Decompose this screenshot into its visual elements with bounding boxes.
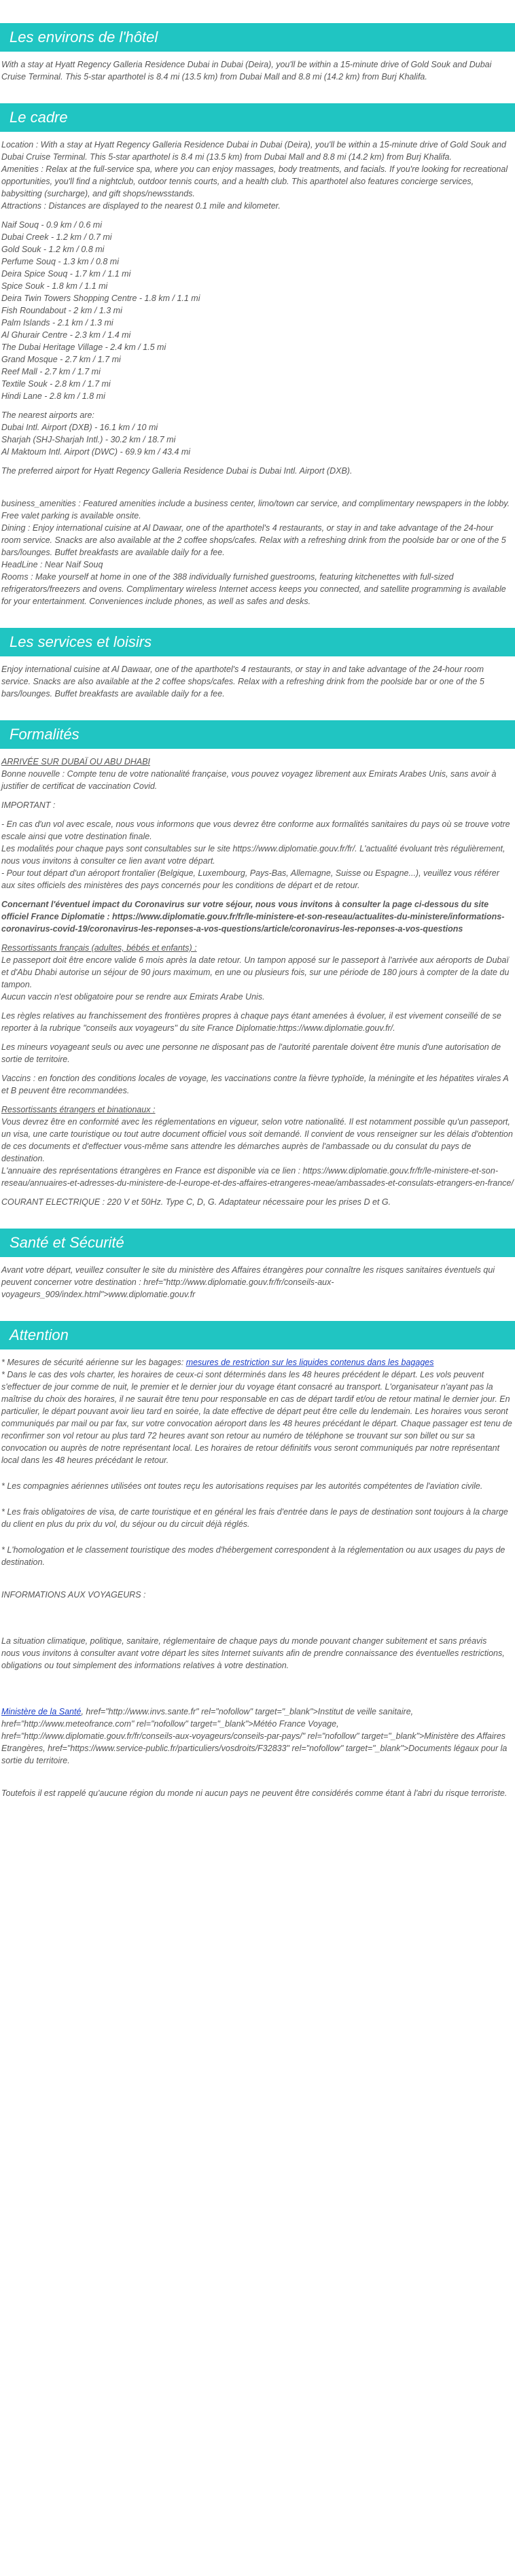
invitons-text: nous vous invitons à consulter avant votre départ les sites Internet suivants afin de prendre connaissance des éventuelles restrictions, obligations ou tout simplement des informations relatives à votre destination. bbox=[1, 1648, 505, 1670]
rooms: Rooms : Make yourself at home in one of the 388 individually furnished guestrooms, featuring kitchenettes with full-sized refrigerators/freezers and ovens. Complimentary wireless Internet access keeps you connected, and satellite programming is available for your entertainment. Conveniences include phones, as well as safes and desks. bbox=[1, 572, 506, 606]
ministere-sante-link[interactable]: Ministère de la Santé bbox=[1, 1707, 82, 1716]
list-item: Palm Islands - 2.1 km / 1.3 mi bbox=[1, 318, 113, 328]
depart-frontalier-text: - Pour tout départ d'un aéroport frontalier (Belgique, Luxembourg, Pays-Bas, Allemagne, Suisse ou Espagne...), veuillez vous référer aux sites officiels des ministères des pays concernés pour les conditions de départ et de retour. bbox=[1, 868, 499, 890]
section-services bbox=[0, 628, 515, 700]
escale-text: - En cas d'un vol avec escale, nous vous informons que vous devrez être conforme aux formalités sanitaires du pays où se trouve votre escale ainsi que votre destination finale. bbox=[1, 819, 510, 841]
section-title-cadre: Le cadre bbox=[0, 103, 515, 132]
regles-text: Les règles relatives au franchissement des frontières propres à chaque pays étant amenées à évoluer, il est vivement conseillé de se reporter à la rubrique "conseils aux voyageurs" du site France Diplomatie:https://www.diplomatie.gouv.fr/. bbox=[1, 1011, 501, 1033]
cadre-location: Location : With a stay at Hyatt Regency Galleria Residence Dubai in Dubai (Deira), you'll be within a 15-minute drive of Gold Souk and Dubai Cruise Terminal. This 5-star aparthotel is 8.4 mi (13.5 km) from Dubai Mall and 8.8 mi (14.2 km) from Burj Khalifa. bbox=[1, 140, 506, 162]
list-item: Textile Souk - 2.8 km / 1.7 mi bbox=[1, 379, 111, 389]
section-title-environs: Les environs de l'hôtel bbox=[0, 23, 515, 52]
section-attention bbox=[0, 1321, 515, 1799]
covid-notice: Concernant l'éventuel impact du Coronavirus sur votre séjour, nous vous invitons à consulter la page ci-dessous du site officiel France Diplomatie : https://www.diplomatie.gouv.fr/fr/le-ministere-et-son-reseau/actualites-du-ministere/informations-coronavirus-covid-19/coronavirus-les-reponses-a-vos-questions/article/coronavirus-les-reponses-a-vos-questions bbox=[1, 900, 505, 934]
arrival-heading: ARRIVÉE SUR DUBAÏ OU ABU DHABI bbox=[1, 757, 151, 766]
list-item: Al Ghurair Centre - 2.3 km / 1.4 mi bbox=[1, 330, 131, 340]
section-formalites bbox=[0, 720, 515, 1208]
toutefois-text: Toutefois il est rappelé qu'aucune région du monde ni aucun pays ne peuvent être considérés comme étant à l'abri du risque terroriste. bbox=[1, 1788, 508, 1798]
section-title-sante: Santé et Sécurité bbox=[0, 1229, 515, 1257]
list-item: Al Maktoum Intl. Airport (DWC) - 69.9 km / 43.4 mi bbox=[1, 447, 191, 457]
business-amenities: business_amenities : Featured amenities include a business center, limo/town car service, and complimentary newspapers in the lobby. Free valet parking is available onsite. bbox=[1, 499, 510, 521]
courant-text: COURANT ELECTRIQUE : 220 V et 50Hz. Type C, D, G. Adaptateur nécessaire pour les prises D et G. bbox=[1, 1197, 391, 1207]
cadre-attractions: Attractions : Distances are displayed to the nearest 0.1 mile and kilometer. bbox=[1, 201, 281, 211]
list-item: Dubai Intl. Airport (DXB) - 16.1 km / 10 mi bbox=[1, 423, 158, 432]
important-label: IMPORTANT : bbox=[1, 800, 56, 810]
useful-links bbox=[1, 1706, 514, 1767]
list-item: Hindi Lane - 2.8 km / 1.8 mi bbox=[1, 391, 105, 401]
securite-line bbox=[1, 1356, 514, 1369]
section-title-services: Les services et loisirs bbox=[0, 628, 515, 656]
list-item: Gold Souk - 1.2 km / 0.8 mi bbox=[1, 245, 105, 254]
homologation-text: * L'homologation et le classement touristique des modes d'hébergement correspondent à la réglementation ou aux usages du pays de destination. bbox=[1, 1545, 505, 1567]
vaccins-text: Vaccins : en fonction des conditions locales de voyage, les vaccinations contre la fièvre typhoïde, la méningite et les hépatites virales A et B peuvent être recommandées. bbox=[1, 1074, 509, 1095]
list-item: Fish Roundabout - 2 km / 1.3 mi bbox=[1, 306, 122, 315]
compagnies-text: * Les compagnies aériennes utilisées ont toutes reçu les autorisations requises par les autorités compétentes de l'aviation civile. bbox=[1, 1481, 483, 1491]
list-item: Dubai Creek - 1.2 km / 0.7 mi bbox=[1, 232, 112, 242]
ressortissants-et-heading: Ressortissants étrangers et binationaux : bbox=[1, 1105, 156, 1114]
section-title-formalites: Formalités bbox=[0, 720, 515, 749]
sante-text: Avant votre départ, veuillez consulter le site du ministère des Affaires étrangères pour connaître les risques sanitaires éventuels qui peuvent concerner votre destination : href="http://www.diplomatie.gouv.fr/fr/conseils-aux-voyageurs_909/index.html">www.diplomatie.gouv.fr bbox=[1, 1265, 495, 1299]
situation-text: La situation climatique, politique, sanitaire, réglementaire de chaque pays du monde pouvant changer subitement et sans préavis bbox=[1, 1636, 487, 1646]
frais-text: * Les frais obligatoires de visa, de carte touristique et en général les frais d'entrée dans le pays de destination sont toujours à la charge du client en plus du prix du vol, du séjour ou du circuit déjà réglés. bbox=[1, 1507, 508, 1529]
passeport-text: Le passeport doit être encore valide 6 mois après la date retour. Un tampon apposé sur le passeport à l'arrivée aux aéroports de Dubaï et d'Abu Dhabi autorise un séjour de 90 jours maximum, en une ou plusieurs fois, sur une période de 180 jours à compter de la date du tampon. bbox=[1, 955, 510, 989]
list-item: Reef Mall - 2.7 km / 1.7 mi bbox=[1, 367, 101, 376]
airports-intro: The nearest airports are: bbox=[1, 410, 94, 420]
preferred-airport: The preferred airport for Hyatt Regency Galleria Residence Dubai is Dubai Intl. Airport (DXB). bbox=[1, 466, 353, 476]
environs-text: With a stay at Hyatt Regency Galleria Residence Dubai in Dubai (Deira), you'll be within a 15-minute drive of Gold Souk and Dubai Cruise Terminal. This 5-star aparthotel is 8.4 mi (13.5 km) from Dubai Mall and 8.8 mi (14.2 km) from Burj Khalifa. bbox=[1, 60, 492, 82]
list-item: Perfume Souq - 1.3 km / 0.8 mi bbox=[1, 257, 119, 266]
ressortissants-fr-heading: Ressortissants français (adultes, bébés et enfants) : bbox=[1, 943, 197, 953]
etrangers-text: Vous devrez être en conformité avec les réglementations en vigueur, selon votre nationalité. Il est notamment possible qu'un passeport, un visa, une carte touristique ou tout autre document officiel vous soit demandé. Il convient de vous renseigner sur les délais d'obtention de ces documents et d'effectuer vous-même sans attendre les démarches auprès de l'ambassade ou du consulat du pays de destination. bbox=[1, 1117, 513, 1163]
aucun-vaccin-text: Aucun vaccin n'est obligatoire pour se rendre aux Emirats Arabe Unis. bbox=[1, 992, 265, 1002]
airports-list bbox=[1, 409, 514, 458]
headline: HeadLine : Near Naif Souq bbox=[1, 560, 103, 569]
liquids-restriction-link[interactable]: mesures de restriction sur les liquides contenus dans les bagages bbox=[185, 1358, 434, 1367]
dining: Dining : Enjoy international cuisine at Al Dawaar, one of the aparthotel's 4 restaurants, or stay in and take advantage of the 24-hour room service. Snacks are also available at the 2 coffee shops/cafes. Relax with a refreshing drink from the poolside bar or one of the 5 bars/lounges. Buffet breakfasts are available daily for a fee. bbox=[1, 523, 506, 557]
infos-voyageurs-heading: INFORMATIONS AUX VOYAGEURS : bbox=[1, 1590, 146, 1600]
list-item: Spice Souk - 1.8 km / 1.1 mi bbox=[1, 281, 108, 291]
list-item: Sharjah (SHJ-Sharjah Intl.) - 30.2 km / 18.7 mi bbox=[1, 435, 176, 444]
modalites-text: Les modalités pour chaque pays sont consultables sur le site https://www.diplomatie.gouv.fr/fr/. L'actualité évoluant très régulièrement, nous vous invitons à consulter ce lien avant votre départ. bbox=[1, 844, 505, 866]
annuaire-text: L'annuaire des représentations étrangères en France est disponible via ce lien : https://www.diplomatie.gouv.fr/fr/le-ministere-et-son-reseau/annuaires-et-adresses-du-ministere-de-l-europe-et-des-affaires-etrangeres-meae/ambassades-et-consulats-etrangers-en-france/ bbox=[1, 1166, 514, 1188]
section-environs bbox=[0, 23, 515, 83]
list-item: Deira Twin Towers Shopping Centre - 1.8 km / 1.1 mi bbox=[1, 294, 200, 303]
securite-prefix: * Mesures de sécurité aérienne sur les bagages: bbox=[1, 1358, 186, 1367]
places-list bbox=[1, 219, 514, 402]
list-item: Deira Spice Souq - 1.7 km / 1.1 mi bbox=[1, 269, 131, 279]
section-cadre bbox=[0, 103, 515, 607]
list-item: The Dubai Heritage Village - 2.4 km / 1.5 mi bbox=[1, 342, 166, 352]
section-title-attention: Attention bbox=[0, 1321, 515, 1349]
useful-links-rest: , href="http://www.invs.sante.fr" rel="nofollow" target="_blank">Institut de veille sanitaire, href="http://www.meteofrance.com" rel="nofollow" target="_blank">Météo France Voyage, href="http://www.diplomatie.gouv.fr/fr/conseils-aux-voyageurs/conseils-par-pays/" rel="nofollow" target="_blank">Ministère des Affaires Etrangères, href="https://www.service-public.fr/particuliers/vosdroits/F32833" rel="nofollow" target="_blank">Documents légaux pour la sortie du territoire. bbox=[1, 1707, 508, 1765]
bonne-nouvelle: Bonne nouvelle : Compte tenu de votre nationalité française, vous pouvez voyagez librement aux Emirats Arabes Unis, sans avoir à justifier de certificat de vaccination Covid. bbox=[1, 769, 497, 791]
list-item: Naif Souq - 0.9 km / 0.6 mi bbox=[1, 220, 102, 230]
horaires-text: * Dans le cas des vols charter, les horaires de ceux-ci sont déterminés dans les 48 heures précédent le départ. Les vols peuvent s'effectuer de jour comme de nuit, le premier et le dernier jour du voyage étant consacré au transport. L'organisateur n'ayant pas la maîtrise du choix des horaires, il ne saurait être tenu pour responsable en cas de départ tardif et/ou de retour matinal le dernier jour. En particulier, le départ pouvant avoir lieu tard en soirée, la date effective de départ peut être celle du lendemain. Les horaires vous seront communiqués par mail ou par fax, sur votre convocation aéroport dans les 48 heures précédant le départ. Chaque passager est tenu de reconfirmer son vol retour au plus tard 72 heures avant son retour au numéro de téléphone se trouvant sur son billet ou sur sa convocation ou auprès de notre représentant local. Les horaires de retour définitifs vous seront communiqués par notre représentant local dans les 48 heures précédant le retour. bbox=[1, 1370, 512, 1465]
mineurs-text: Les mineurs voyageant seuls ou avec une personne ne disposant pas de l'autorité parentale doivent être munis d'une autorisation de sortie de territoire. bbox=[1, 1042, 501, 1064]
services-text: Enjoy international cuisine at Al Dawaar, one of the aparthotel's 4 restaurants, or stay in and take advantage of the 24-hour room service. Snacks are also available at the 2 coffee shops/cafes. Relax with a refreshing drink from the poolside bar or one of the 5 bars/lounges. Buffet breakfasts are available daily for a fee. bbox=[1, 665, 484, 699]
section-sante bbox=[0, 1229, 515, 1301]
list-item: Grand Mosque - 2.7 km / 1.7 mi bbox=[1, 355, 121, 364]
cadre-amenities: Amenities : Relax at the full-service spa, where you can enjoy massages, body treatments, and facials. If you're looking for recreational opportunities, you'll find a nightclub, outdoor tennis courts, and a health club. This aparthotel also features concierge services, babysitting (surcharge), and gift shops/newsstands. bbox=[1, 164, 508, 198]
